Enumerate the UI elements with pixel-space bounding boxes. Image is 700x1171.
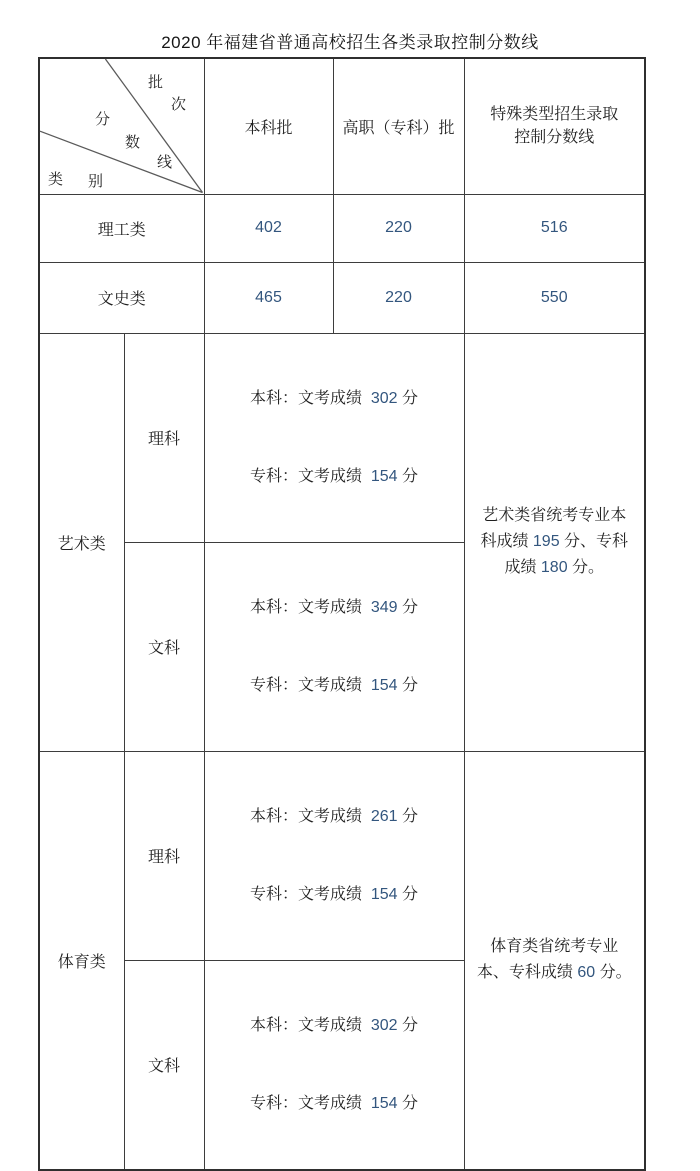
tiyu-like-zhuanke-line: 专科：文考成绩 154 分: [249, 885, 419, 903]
row-yishu-like: [39, 333, 645, 542]
wenshi-label: 文史类: [39, 262, 204, 333]
tiyu-wenke-zhuanke-line: 专科：文考成绩 154 分: [249, 1094, 419, 1112]
row-ligong: [39, 194, 645, 262]
yishu-wenke-zhuanke-line: 专科：文考成绩 154 分: [249, 676, 419, 694]
tiyu-wenke-label: 文科: [124, 960, 204, 1170]
row-tiyu-like: [39, 751, 645, 960]
ligong-label: 理工类: [39, 194, 204, 262]
tiyu-wenke-scores: [204, 960, 464, 1170]
yishu-wenke-benke-line: 本科：文考成绩 349 分: [249, 598, 419, 616]
tiyu-note-line1: 体育类省统考专业: [490, 938, 619, 955]
corner-diagonal-wrap: [40, 59, 204, 194]
row-wenshi: [39, 262, 645, 333]
yishu-note: [464, 333, 645, 751]
tiyu-label: 体育类: [39, 751, 124, 1170]
yishu-like-benke-line: 本科：文考成绩 302 分: [249, 389, 419, 407]
wenshi-teshu-score: 550: [464, 262, 645, 333]
diagonal-lines: [40, 59, 204, 194]
ligong-benke-score: 402: [204, 194, 333, 262]
corner-char-batch-2: 次: [171, 96, 187, 113]
yishu-like-label: 理科: [124, 333, 204, 542]
header-row: [39, 58, 645, 194]
corner-char-scoreline-1: 分: [95, 111, 111, 128]
page-title: 2020 年福建省普通高校招生各类录取控制分数线: [161, 33, 539, 52]
corner-char-scoreline-3: 线: [157, 154, 173, 171]
wenshi-benke-score: 465: [204, 262, 333, 333]
tiyu-like-scores: [204, 751, 464, 960]
yishu-like-zhuanke-line: 专科：文考成绩 154 分: [249, 467, 419, 485]
header-gaozhi: 高职（专科）批: [333, 58, 464, 194]
yishu-note-line3: 成绩 180 分。: [504, 559, 605, 576]
wenshi-gaozhi-score: 220: [333, 262, 464, 333]
header-teshu-line2: 控制分数线: [514, 129, 595, 147]
corner-header-cell: [39, 58, 204, 194]
yishu-note-line1: 艺术类省统考专业本: [482, 507, 627, 524]
yishu-note-line2: 科成绩 195 分、专科: [480, 533, 629, 550]
header-teshu: [464, 58, 645, 194]
yishu-like-scores: [204, 333, 464, 542]
corner-char-category-2: 别: [88, 173, 104, 190]
score-table: [38, 57, 646, 1171]
corner-char-category-1: 类: [48, 171, 64, 188]
header-benke: 本科批: [204, 58, 333, 194]
header-teshu-line1: 特殊类型招生录取: [490, 106, 619, 124]
ligong-teshu-score: 516: [464, 194, 645, 262]
tiyu-wenke-benke-line: 本科：文考成绩 302 分: [249, 1016, 419, 1034]
corner-char-batch-1: 批: [148, 74, 164, 91]
tiyu-like-label: 理科: [124, 751, 204, 960]
yishu-wenke-label: 文科: [124, 542, 204, 751]
yishu-wenke-scores: [204, 542, 464, 751]
corner-char-scoreline-2: 数: [125, 134, 141, 151]
yishu-label: 艺术类: [39, 333, 124, 751]
ligong-gaozhi-score: 220: [333, 194, 464, 262]
tiyu-like-benke-line: 本科：文考成绩 261 分: [249, 807, 419, 825]
tiyu-note-line2: 本、专科成绩 60 分。: [476, 964, 632, 981]
tiyu-note: [464, 751, 645, 1170]
